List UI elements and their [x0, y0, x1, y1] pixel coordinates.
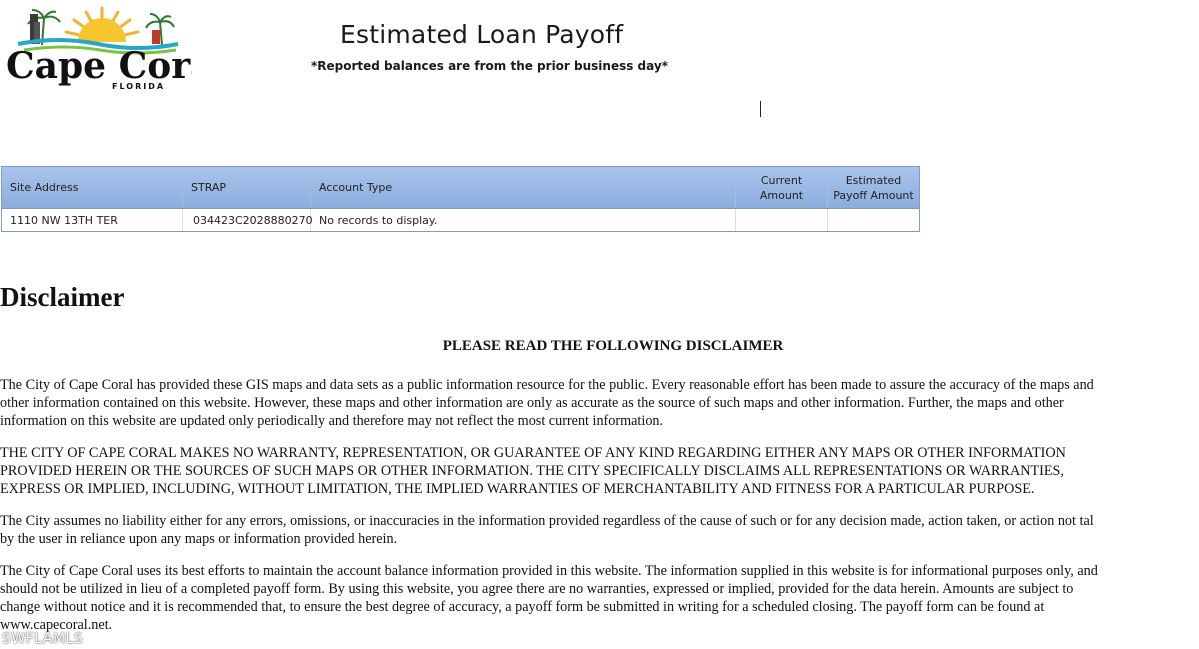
- column-header-account-type[interactable]: Account Type: [311, 167, 736, 208]
- disclaimer-paragraph: [0, 562, 1199, 634]
- page-title: Estimated Loan Payoff: [340, 20, 624, 49]
- loan-payoff-table: [1, 166, 920, 232]
- svg-text:Cape Coral: Cape Cor: [6, 45, 191, 87]
- svg-text:FLORIDA: FLORIDA: [112, 82, 166, 91]
- page-subtitle: *Reported balances are from the prior business day*: [311, 59, 668, 73]
- table-header-row: [2, 167, 919, 209]
- paragraph-line: EXPRESS OR IMPLIED, INCLUDING, WITHOUT LIMITATION, THE IMPLIED WARRANTIES OF MERCHANTABILITY AND FITNESS FOR A PARTICULAR PURPOSE.: [0, 481, 1035, 497]
- paragraph-line: The City assumes no liability either for any errors, omissions, or inaccuracies in the information provided regardless of the cause of such or for any decision made, action taken, or action not tal: [0, 513, 1094, 529]
- cape-coral-logo: [4, 0, 192, 92]
- paragraph-line: by the user in reliance upon any maps or information provided herein.: [0, 531, 398, 547]
- text-cursor: [760, 101, 761, 117]
- paragraph-line: should not be utilized in lieu of a completed payoff form. By using this website, you agree there are no warranties, expressed or implied, provided for the data herein. Amounts are subject to: [0, 581, 1074, 597]
- watermark: SWFLAMLS: [2, 631, 84, 647]
- column-header-site-address[interactable]: Site Address: [2, 167, 183, 208]
- column-header-strap[interactable]: STRAP: [183, 167, 311, 208]
- disclaimer-heading: Disclaimer: [0, 282, 125, 312]
- disclaimer-paragraph: [0, 444, 1199, 498]
- cell-site-address: 1110 NW 13TH TER: [2, 209, 183, 231]
- cell-strap: 034423C2028880270: [183, 209, 311, 231]
- cell-current-amount: [736, 209, 828, 231]
- paragraph-line: information on this website are updated only periodically and therefore may not reflect the most current information.: [0, 413, 664, 429]
- column-header-estimated-payoff-amount[interactable]: Estimated Payoff Amount: [833, 173, 914, 202]
- table-row: [2, 209, 919, 231]
- cell-account-type: No records to display.: [311, 209, 736, 231]
- paragraph-line: The City of Cape Coral has provided these GIS maps and data sets as a public information resource for the public. Every reasonable effort has been made to assure the accuracy of the maps and: [0, 377, 1094, 393]
- paragraph-line: PROVIDED HEREIN OR THE SOURCES OF SUCH MAPS OR OTHER INFORMATION. THE CITY SPECIFICALLY DISCLAIMS ALL REPRESENTATIONS OR WARRANTIES,: [0, 463, 1064, 479]
- disclaimer-paragraph: [0, 512, 1199, 548]
- disclaimer-paragraph: [0, 376, 1199, 430]
- cell-estimated-payoff-amount: [828, 209, 919, 231]
- paragraph-line: other information contained on this website. However, these maps and other information are only as accurate as the source of such maps and other information. Further, the maps and other: [0, 395, 1064, 411]
- paragraph-line: change without notice and it is recommended that, to ensure the best degree of accuracy, a payoff form be submitted in writing for a scheduled closing. The payoff form can be found at: [0, 599, 1045, 615]
- column-header-current-amount[interactable]: Current Amount: [736, 167, 828, 208]
- paragraph-line: THE CITY OF CAPE CORAL MAKES NO WARRANTY, REPRESENTATION, OR GUARANTEE OF ANY KIND REGARDING EITHER ANY MAPS OR OTHER INFORMATION: [0, 445, 1066, 461]
- disclaimer-subheading: PLEASE READ THE FOLLOWING DISCLAIMER: [442, 338, 784, 354]
- paragraph-line: The City of Cape Coral uses its best efforts to maintain the account balance information provided in this website. The information supplied in this website is for informational purposes only, and: [0, 563, 1098, 579]
- paragraph-line: www.capecoral.net.: [0, 617, 113, 633]
